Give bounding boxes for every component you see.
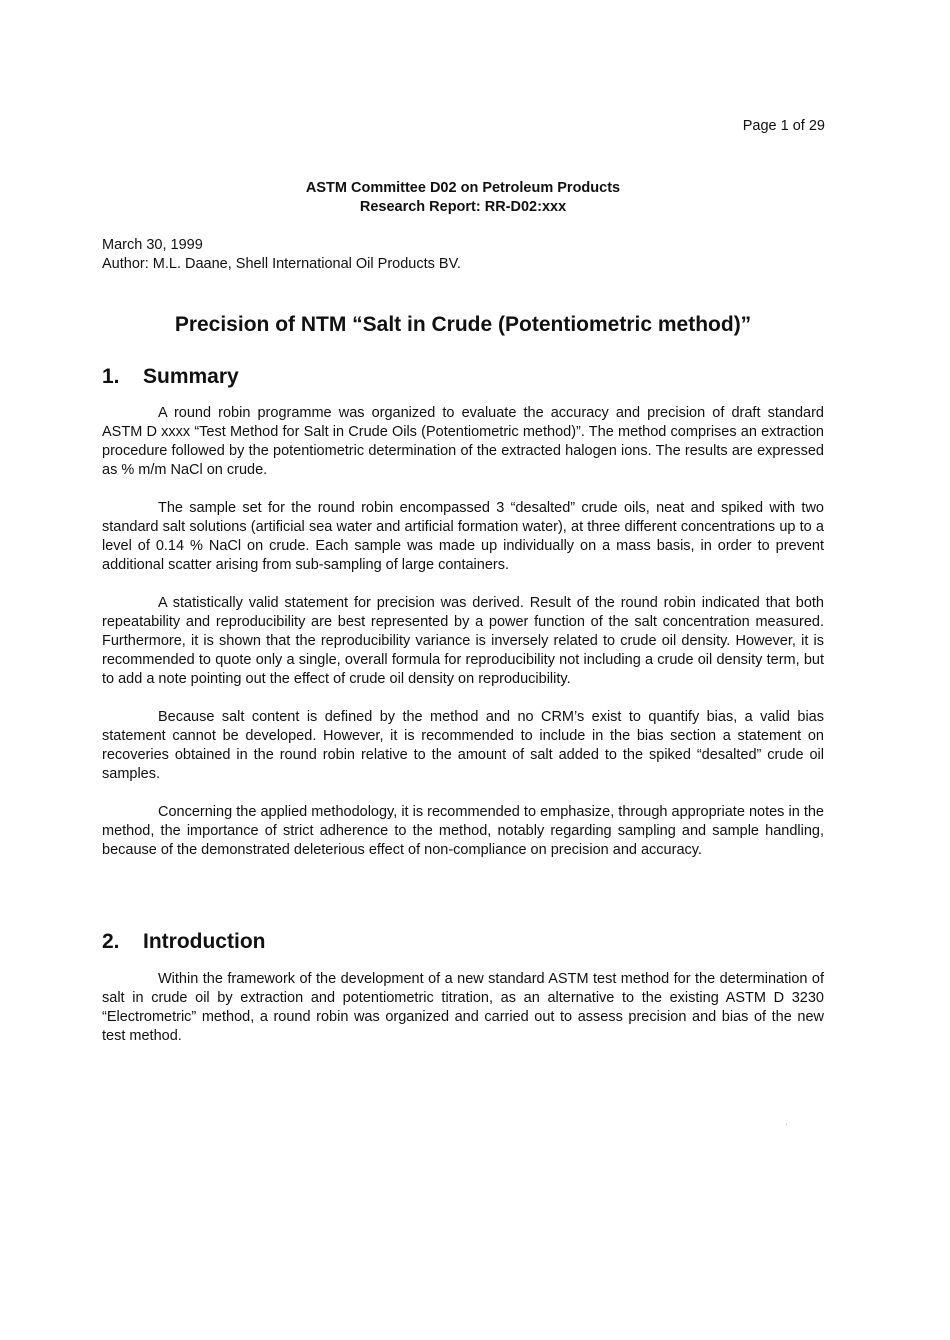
section-title: Introduction bbox=[143, 930, 266, 953]
summary-paragraph: The sample set for the round robin encompassed 3 “desalted” crude oils, neat and spiked with two standard salt solutions (artificial sea water and artificial formation water), at three different concentrations up to a level of 0.14 % NaCl on crude. Each sample was made up individually on a mass basis, in order to prevent additional scatter arising from sub-sampling of large containers. bbox=[102, 500, 824, 573]
committee-header bbox=[0, 179, 926, 217]
summary-body bbox=[102, 404, 824, 860]
report-number: Research Report: RR-D02:xxx bbox=[359, 199, 567, 215]
section-title: Summary bbox=[143, 365, 239, 388]
summary-paragraph: Concerning the applied methodology, it is recommended to emphasize, through appropriate notes in the method, the importance of strict adherence to the method, notably regarding sampling and sample handling, because of the demonstrated deleterious effect of non-compliance on precision and accuracy. bbox=[102, 804, 824, 858]
section-number: 2. bbox=[102, 930, 120, 953]
document-author: Author: M.L. Daane, Shell International Oil Products BV. bbox=[102, 256, 461, 272]
section-number: 1. bbox=[102, 365, 120, 388]
summary-paragraph: A statistically valid statement for precision was derived. Result of the round robin indicated that both repeatability and reproducibility are best represented by a power function of the salt concentration measured. Furthermore, it is shown that the reproducibility variance is inversely related to crude oil density. However, it is recommended to quote only a single, overall formula for reproducibility not including a crude oil density term, but to add a note pointing out the effect of crude oil density on reproducibility. bbox=[102, 595, 824, 687]
document-meta bbox=[102, 236, 461, 274]
page-number: Page 1 of 29 bbox=[742, 118, 825, 134]
document-date: March 30, 1999 bbox=[102, 237, 203, 253]
introduction-body bbox=[102, 970, 824, 1046]
scan-speck bbox=[786, 1124, 787, 1125]
committee-name: ASTM Committee D02 on Petroleum Products bbox=[305, 180, 621, 196]
section-heading-introduction bbox=[102, 929, 265, 955]
summary-paragraph: Because salt content is defined by the method and no CRM’s exist to quantify bias, a valid bias statement cannot be developed. However, it is recommended to include in the bias section a statement on recoveries obtained in the round robin relative to the amount of salt added to the spiked “desalted” crude oil samples. bbox=[102, 709, 824, 782]
summary-paragraph: A round robin programme was organized to evaluate the accuracy and precision of draft standard ASTM D xxxx “Test Method for Salt in Crude Oils (Potentiometric method)”. The method comprises an extraction procedure followed by the potentiometric determination of the extracted halogen ions. The results are expressed as % m/m NaCl on crude. bbox=[102, 405, 824, 478]
introduction-paragraph: Within the framework of the development of a new standard ASTM test method for the determination of salt in crude oil by extraction and potentiometric titration, as an alternative to the existing ASTM D 3230 “Electrometric” method, a round robin was organized and carried out to assess precision and bias of the new test method. bbox=[102, 971, 824, 1044]
document-title: Precision of NTM “Salt in Crude (Potentiometric method)” bbox=[174, 313, 752, 336]
section-heading-summary bbox=[102, 364, 239, 390]
